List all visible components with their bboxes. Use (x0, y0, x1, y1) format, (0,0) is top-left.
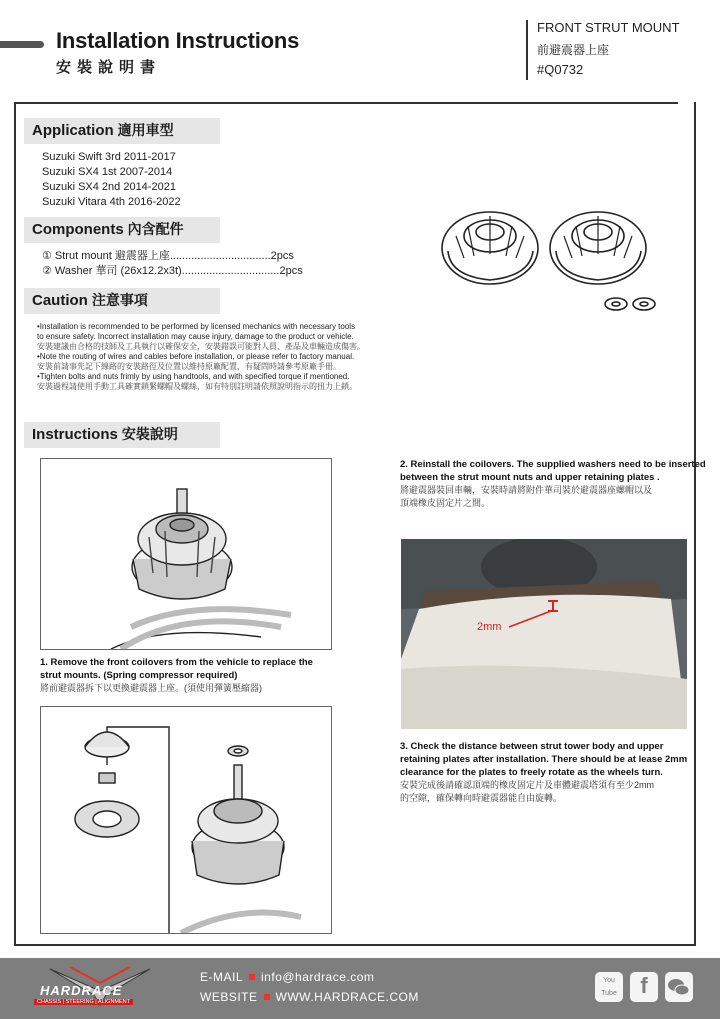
components-heading-zh: 內含配件 (127, 222, 184, 238)
caution-heading-zh: 注意事項 (91, 293, 148, 309)
step-text-en: strut mounts. (Spring compressor required) (40, 670, 238, 681)
header-decoration (0, 41, 44, 48)
components-heading (24, 217, 220, 243)
exploded-view-drawing (41, 707, 331, 933)
email-label: E-MAIL (200, 970, 244, 984)
youtube-icon[interactable] (595, 972, 623, 1002)
page-title: Installation Instructions (56, 28, 300, 53)
caution-list (37, 322, 417, 392)
instructions-heading (24, 422, 220, 448)
components-heading-en: Components (32, 221, 124, 238)
step-text-en: 1. Remove the front coilovers from the vehicle to replace the (40, 657, 313, 668)
product-name-zh: 前避震器上座 (537, 43, 610, 57)
wechat-icon[interactable] (665, 972, 693, 1002)
caution-item: •Note the routing of wires and cables before installation, or please refer to factory manual. (37, 352, 355, 361)
step-text-en: 2. Reinstall the coilovers. The supplied washers need to be inserted (400, 459, 706, 470)
frame-top-border (14, 102, 678, 104)
caution-heading-en: Caution (32, 292, 88, 309)
strut-mount-image (442, 212, 538, 284)
step-text-en: retaining plates after installation. There should be at lease 2mm (400, 754, 688, 765)
step-text-en: 3. Check the distance between strut tower body and upper (400, 741, 664, 752)
caution-item: to ensure safety. Incorrect installation may cause injury, damage to the product or vehicle. (37, 332, 354, 341)
wechat-glyph-icon (665, 972, 693, 1002)
list-item: ② Washer 華司 (26x12.2x3t)................................2pcs (42, 265, 303, 277)
coilover-drawing (41, 459, 331, 649)
application-heading-en: Application (32, 122, 114, 139)
youtube-label: You Tube (601, 977, 617, 997)
footer-website (200, 990, 419, 1004)
clearance-photo-drawing (401, 539, 687, 729)
step-text-zh: 將避震器裝回車輛，安裝時請將附件華司裝於避震器座螺帽以及 (400, 485, 653, 495)
step-text-zh: 將前避震器拆下以更換避震器上座。(須使用彈簧壓縮器) (40, 683, 262, 693)
website-label: WEBSITE (200, 990, 258, 1004)
frame-right-border (694, 102, 696, 946)
list-item: ① Strut mount 避震器上座.................................2pcs (42, 250, 294, 262)
product-code: #Q0732 (537, 62, 584, 77)
hardrace-logo[interactable] (30, 965, 170, 1011)
vehicle-list (42, 150, 181, 210)
list-item: Suzuki Swift 3rd 2011-2017 (42, 151, 176, 163)
components-list (42, 249, 303, 279)
list-item: Suzuki Vitara 4th 2016-2022 (42, 196, 181, 208)
step-text-zh: 頂端橡皮固定片之間。 (400, 498, 491, 508)
step-text-en: clearance for the plates to freely rotate as the wheels turn. (400, 767, 663, 778)
bullet-icon (264, 994, 270, 1000)
list-item: Suzuki SX4 1st 2007-2014 (42, 166, 173, 178)
step3-text (400, 740, 687, 805)
caution-item-zh: 安裝建議由合格的技師及工具執行以確保安全，安裝錯誤可能對人員、產品及車輛造成傷害。 (37, 342, 365, 351)
step-text-zh: 安裝完成後請確認頂端的橡皮固定片及車體避震塔須有至少2mm (400, 780, 655, 790)
website-link[interactable]: WWW.HARDRACE.COM (275, 990, 419, 1004)
clearance-photo (401, 539, 687, 729)
step-text-en: between the strut mount nuts and upper retaining plates . (400, 472, 660, 483)
caution-item: •Tighten bolts and nuts frimly by using handtools, and with specified torque if mentioned. (37, 372, 350, 381)
step1-exploded-diagram (40, 706, 332, 934)
facebook-label: f (640, 973, 648, 998)
brand-tagline: CHASSIS | STEERING | ALIGNMENT (34, 999, 133, 1005)
caution-heading (24, 288, 220, 314)
step-text-zh: 的空隙，確保轉向時避震器能自由旋轉。 (400, 793, 563, 803)
strut-mount-image (550, 212, 646, 284)
bullet-icon (249, 974, 255, 980)
application-heading-zh: 適用車型 (117, 123, 174, 139)
product-name: FRONT STRUT MOUNT (537, 20, 680, 35)
instructions-heading-en: Instructions (32, 426, 118, 443)
caution-item: •Installation is recommended to be performed by licensed mechanics with necessary tools (37, 322, 356, 331)
email-link[interactable]: info@hardrace.com (261, 970, 375, 984)
washer-image (605, 298, 655, 310)
facebook-icon[interactable] (630, 972, 658, 1002)
list-item: Suzuki SX4 2nd 2014-2021 (42, 181, 176, 193)
step1-text (40, 656, 313, 695)
brand-name: HARDRACE (40, 983, 123, 998)
clearance-label: 2mm (477, 621, 502, 633)
step2-text (400, 458, 706, 510)
caution-item-zh: 安裝前請事先記下線路的安裝路徑及位置以維持原廠配置，有疑問時請參考原廠手冊。 (37, 362, 341, 371)
instructions-heading-zh: 安裝說明 (121, 427, 178, 443)
step1-diagram (40, 458, 332, 650)
header-divider (526, 20, 528, 80)
frame-bottom-border (14, 944, 696, 946)
caution-item-zh: 安裝過程請使用手動工具確實鎖緊螺帽及螺絲，如有特別註明請依照說明指示的扭力上鎖。 (37, 382, 357, 391)
footer-email (200, 970, 374, 984)
application-heading (24, 118, 220, 144)
frame-left-border (14, 102, 16, 946)
product-illustration (438, 196, 688, 316)
page-title-zh: 安裝說明書 (56, 58, 162, 76)
